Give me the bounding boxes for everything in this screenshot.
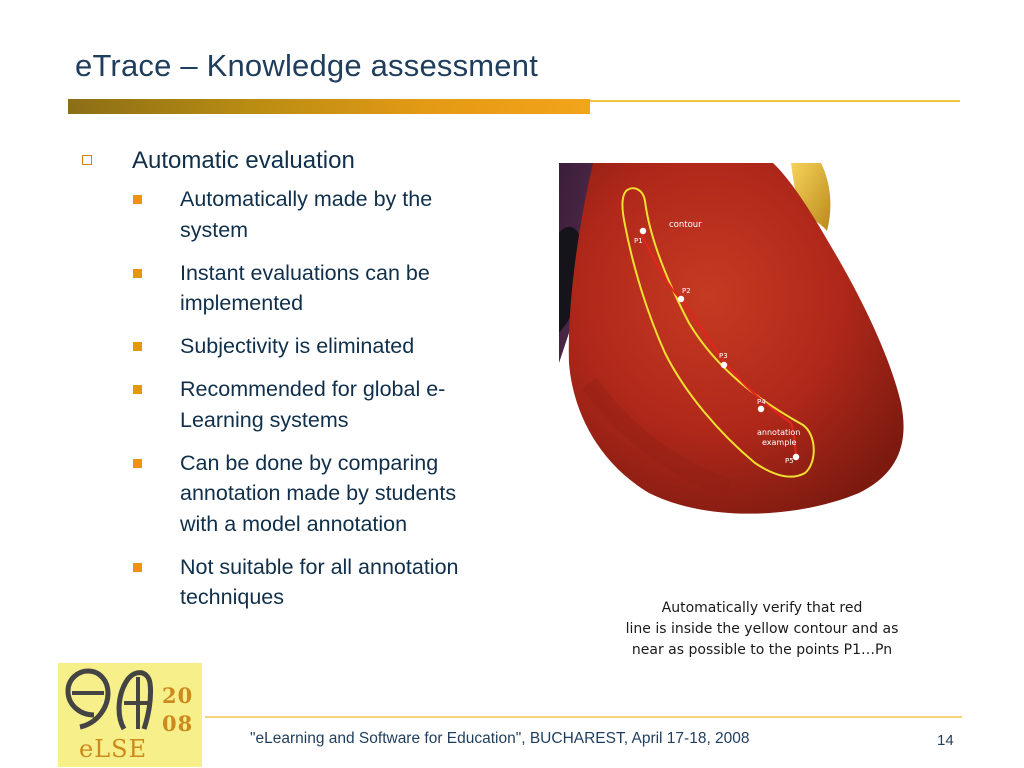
tissue-image [559,163,911,516]
caption-line: near as possible to the points P1…Pn [631,642,893,658]
logo-name: eLSE [79,735,148,763]
point-p3 [721,362,727,368]
main-bullet [78,144,498,178]
sub-bullet-text: Instant evaluations can be implemented [180,260,430,315]
footer-divider [205,716,962,718]
sub-bullet [78,552,470,613]
orange-square-bullet-icon [133,385,142,394]
title-underline-bar [68,99,590,114]
sub-bullet [78,374,470,435]
logo-year-bottom: 08 [162,711,194,736]
sub-bullet [78,184,470,245]
orange-square-bullet-icon [133,195,142,204]
point-p2 [678,296,684,302]
contour-label: contour [669,220,702,230]
main-bullet-text: Automatic evaluation [132,147,355,174]
point-label-p5: P5 [785,457,794,465]
sub-bullet-text: Recommended for global e-Learning systems [180,377,446,432]
point-p5 [793,454,799,460]
sub-bullet-text: Automatically made by the system [180,187,433,242]
orange-square-bullet-icon [133,342,142,351]
figure-caption [582,598,942,661]
point-label-p2: P2 [682,287,691,295]
orange-square-bullet-icon [133,563,142,572]
point-p1 [640,228,646,234]
orange-square-bullet-icon [133,269,142,278]
point-label-p3: P3 [719,352,728,360]
point-label-p1: P1 [634,237,643,245]
sub-bullet [78,331,470,362]
hollow-square-bullet-icon [82,155,92,165]
annotation-label-line1: annotation [757,428,801,437]
page-number: 14 [937,732,954,749]
red-tissue-region [569,163,904,514]
else-logo [58,663,202,767]
sub-bullet-text: Not suitable for all annotation techniques [180,554,459,609]
title-underline-thin [590,100,960,102]
caption-line: Automatically verify that red [661,600,863,616]
bullet-list [78,144,498,625]
point-p4 [758,406,764,412]
orange-square-bullet-icon [133,459,142,468]
annotation-figure [559,163,911,516]
point-label-p4: P4 [757,398,766,406]
caption-line: line is inside the yellow contour and as [625,621,899,637]
sub-bullet [78,258,470,319]
footer-conference: "eLearning and Software for Education", BUCHAREST, April 17-18, 2008 [250,730,750,747]
annotation-label-line2: example [762,438,797,447]
sub-bullet [78,448,470,540]
logo-year-top: 20 [162,683,194,708]
sub-bullet-list [78,184,498,613]
sub-bullet-text: Can be done by comparing annotation made by students with a model annotation [180,450,457,536]
slide-title: eTrace – Knowledge assessment [75,48,539,83]
sub-bullet-text: Subjectivity is eliminated [180,334,415,358]
